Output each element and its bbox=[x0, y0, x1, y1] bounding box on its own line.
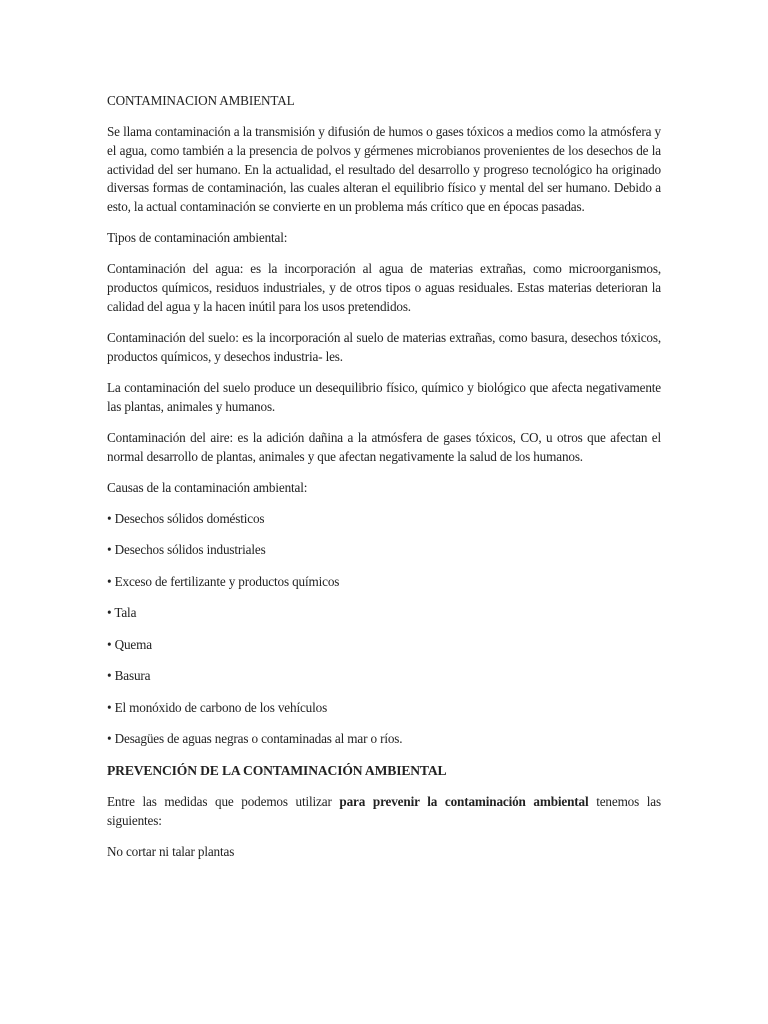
cause-item: • El monóxido de carbono de los vehículos bbox=[107, 699, 328, 715]
soil-contamination-paragraph: Contaminación del suelo: es la incorporación al suelo de materias extrañas, como basura, desechos tóxicos, productos químicos, y desechos industria- les. bbox=[107, 330, 661, 364]
first-prevention-measure: No cortar ni talar plantas bbox=[107, 844, 235, 860]
cause-item: • Desechos sólidos domésticos bbox=[107, 510, 265, 526]
cause-item: • Desagües de aguas negras o contaminadas al mar o ríos. bbox=[107, 731, 403, 747]
types-heading: Tipos de contaminación ambiental: bbox=[107, 230, 288, 246]
cause-item: • Tala bbox=[107, 605, 137, 621]
intro-paragraph: Se llama contaminación a la transmisión y difusión de humos o gases tóxicos a medios como la atmósfera y el agua, como también a la presencia de polvos y gérmenes microbianos provenientes de los desechos de la actividad del ser humano. En la actualidad, el resultado del desarrollo y progreso tecnológico ha originado diversas formas de contaminación, las cuales alteran el equilibrio físico y mental del ser humano. Debido a esto, la actual contaminación se convierte en un problema más crítico que en épocas pasadas. bbox=[107, 124, 661, 215]
air-contamination-paragraph: Contaminación del aire: es la adición dañina a la atmósfera de gases tóxicos, CO, u otros que afectan el normal desarrollo de plantas, animales y que afectan negativamente la salud de los humanos. bbox=[107, 429, 661, 464]
water-contamination-paragraph: Contaminación del agua: es la incorporación al agua de materias extrañas, como microorganismos, productos químicos, residuos industriales, y de otros tipos o aguas residuales. Estas materias deterioran la calidad del agua y la hacen inútil para los usos pretendidos. bbox=[107, 261, 661, 314]
prevention-intro-start: Entre las medidas que podemos utilizar bbox=[107, 794, 340, 810]
cause-item: • Basura bbox=[107, 668, 151, 684]
document-title: CONTAMINACION AMBIENTAL bbox=[107, 93, 295, 108]
cause-item: • Quema bbox=[107, 636, 152, 652]
cause-item: • Exceso de fertilizante y productos químicos bbox=[107, 573, 340, 589]
soil-effect-paragraph: La contaminación del suelo produce un desequilibrio físico, químico y biológico que afecta negativamente las plantas, animales y humanos. bbox=[107, 379, 661, 414]
prevention-intro-emphasis: para prevenir la contaminación ambiental bbox=[339, 794, 589, 810]
prevention-intro-end: tenemos las siguientes: bbox=[107, 794, 661, 828]
prevention-heading: PREVENCIÓN DE LA CONTAMINACIÓN AMBIENTAL bbox=[107, 762, 447, 778]
cause-item: • Desechos sólidos industriales bbox=[107, 542, 266, 558]
causes-heading: Causas de la contaminación ambiental: bbox=[107, 479, 308, 495]
document-page bbox=[107, 92, 661, 874]
prevention-intro-paragraph bbox=[107, 793, 661, 830]
